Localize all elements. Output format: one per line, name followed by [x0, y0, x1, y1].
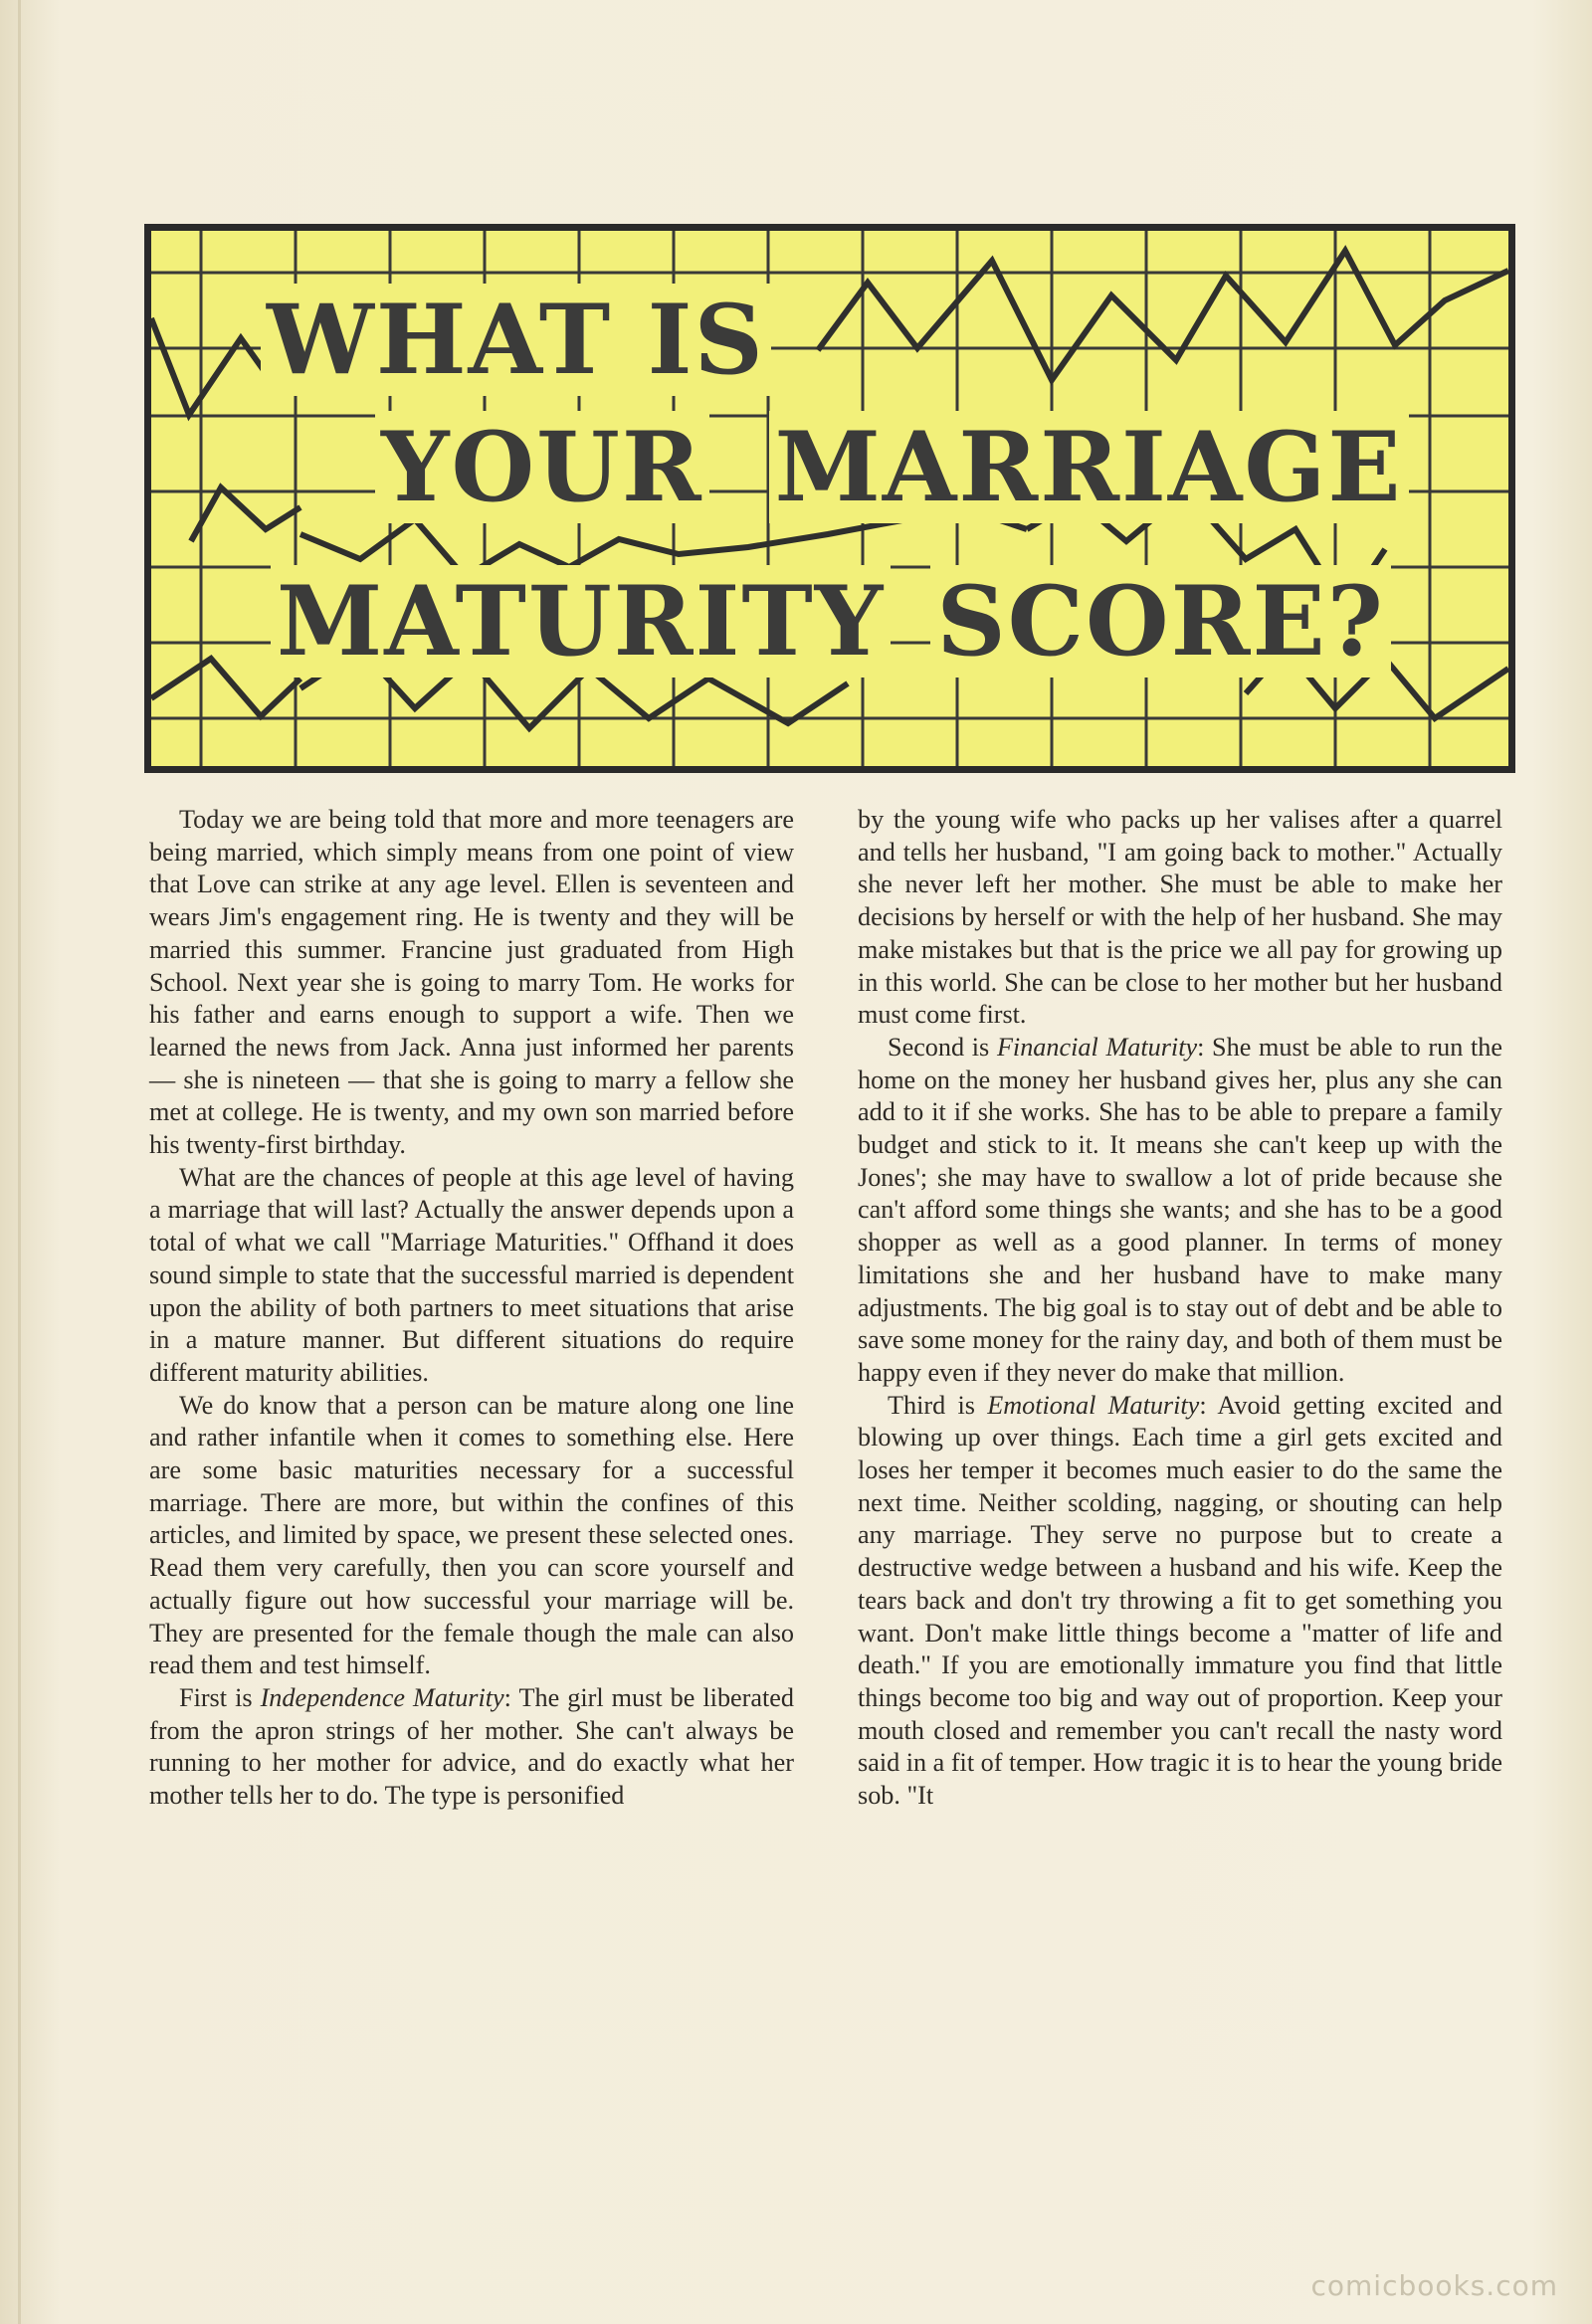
- paragraph-lead: Second is: [888, 1032, 997, 1062]
- paragraph-financial-maturity: [858, 1032, 1502, 1390]
- paragraph-lead: First is: [179, 1682, 261, 1712]
- title-word-your: YOUR: [375, 411, 709, 523]
- paragraph-lead: Third is: [888, 1390, 988, 1420]
- source-watermark: comicbooks.com: [1310, 2269, 1558, 2302]
- term-independence-maturity: Independence Maturity: [260, 1682, 504, 1712]
- paragraph-independence-maturity: [149, 1682, 794, 1813]
- paragraph-emotional-maturity: [858, 1390, 1502, 1813]
- article-column-left: [149, 804, 794, 2097]
- paragraph-intro: Today we are being told that more and more teenagers are being married, which simply means from one point of view that Love can strike at any age level. Ellen is seventeen and wears Jim's engagement ring. He is twenty and they will be married this summer. Francine just graduated from High School. Next year she is going to marry Tom. He works for his father and earns enough to support a wife. Then we learned the news from Jack. Anna just informed her parents — she is nineteen — that she is going to marry a fellow she met at college. He is twenty, and my own son married before his twenty-first birthday.: [149, 805, 794, 1160]
- article-column-right: [858, 804, 1502, 2097]
- title-panel: [144, 224, 1515, 773]
- title-word-what-is: WHAT IS: [261, 284, 771, 396]
- title-line-1: [261, 284, 1515, 396]
- title-word-score: SCORE?: [930, 565, 1391, 678]
- term-emotional-maturity: Emotional Maturity: [987, 1390, 1200, 1420]
- title-line-3: [271, 565, 1515, 678]
- paragraph-body: : Avoid getting excited and blowing up over things. Each time a girl gets excited and loses her temper it becomes much easier to do the same the next time. Neither scolding, nagging, or shouting can help any marriage. They serve no purpose but to create a destructive wedge between a husband and his wife. Keep the tears back and don't try throwing a fit to get something you want. Don't make little things become a "matter of life and death." If you are emotionally immature you find that little things become too big and way out of proportion. Keep your mouth closed and remember you can't recall the nasty word said in a fit of temper. How tragic it is to hear the young bride sob. "It: [858, 1390, 1502, 1811]
- paragraph-body: : She must be able to run the home on the money her husband gives her, plus any she can add to it if she works. She has to be able to prepare a family budget and stick to it. It means she can't keep up with the Jones'; she may have to swallow a lot of pride because she can't afford some things she wants; and she has to be a good shopper as well as a good planner. In terms of money limitations she and her husband have to make many adjustments. The big goal is to stay out of debt and be able to save some money for the rainy day, and both of them must be happy even if they never do make that million.: [858, 1032, 1502, 1387]
- paragraph-body: : The girl must be liberated from the apron strings of her mother. She can't always be running to her mother for advice, and do exactly what her mother tells her to do. The type is personified: [149, 1682, 795, 1811]
- term-financial-maturity: Financial Maturity: [996, 1032, 1198, 1062]
- paragraph-chances: What are the chances of people at this age level of having a marriage that will last? Actually the answer depends upon a total of what we call "Marriage Maturities." Offhand it does sound simple to state that the successful married is dependent upon the ability of both partners to meet situations that arise in a mature manner. But different situations do require different maturity abilities.: [149, 1162, 794, 1387]
- paragraph-basic-maturities: We do know that a person can be mature along one line and rather infantile when it comes to something else. Here are some basic maturities necessary for a successful marriage. There are more, but within the confines of this articles, and limited by space, we present these selected ones. Read them very carefully, then you can score yourself and actually figure out how successful your marriage will be. They are presented for the female though the male can also read them and test himself.: [149, 1390, 794, 1680]
- article-body: [149, 804, 1502, 2097]
- page-spine: [18, 0, 21, 2324]
- paragraph-independence-continued: by the young wife who packs up her valises after a quarrel and tells her husband, "I am going back to mother." Actually she never left her mother. She must be able to make her decisions by herself or with the help of her husband. She may make mistakes but that is the price we all pay for growing up in this world. She can be close to her mother but her husband must come first.: [858, 805, 1502, 1030]
- title-word-marriage: MARRIAGE: [769, 411, 1409, 523]
- title-line-2: [375, 411, 1515, 523]
- title-word-maturity: MATURITY: [271, 565, 891, 678]
